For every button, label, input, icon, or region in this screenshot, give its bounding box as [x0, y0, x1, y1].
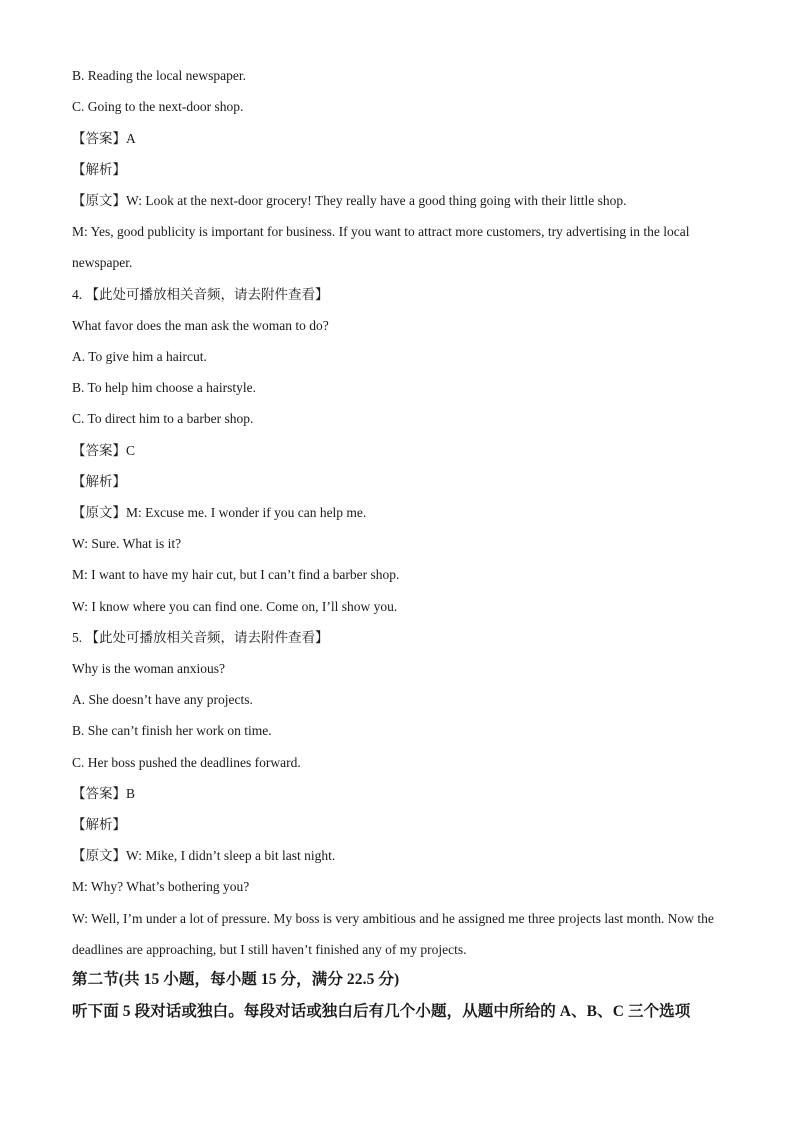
transcript-q4-line2: W: Sure. What is it? [72, 536, 182, 551]
transcript-q5-line1: 【原文】W: Mike, I didn’t sleep a bit last night. [72, 848, 336, 863]
analysis-label-q3: 【解析】 [72, 162, 126, 177]
option-a-q5: A. She doesn’t have any projects. [72, 692, 253, 707]
question-5-text: Why is the woman anxious? [72, 661, 225, 676]
option-b-q4: B. To help him choose a hairstyle. [72, 380, 257, 395]
transcript-q3-line2: M: Yes, good publicity is important for business. If you want to attract more customers, try advertising in the local newspaper. [72, 224, 690, 270]
transcript-q4-line3: M: I want to have my hair cut, but I can’t find a barber shop. [72, 567, 400, 582]
option-b-q5: B. She can’t finish her work on time. [72, 723, 272, 738]
question-4-audio-note: 4. 【此处可播放相关音频，请去附件查看】 [72, 287, 329, 302]
option-a-q4: A. To give him a haircut. [72, 349, 207, 364]
section-instructions: 听下面 5 段对话或独白。每段对话或独白后有几个小题，从题中所给的 A、B、C 三个选项 [72, 1003, 691, 1020]
question-4-text: What favor does the man ask the woman to do? [72, 318, 329, 333]
answer-q3: 【答案】A [72, 131, 136, 146]
option-b-q3: B. Reading the local newspaper. [72, 68, 246, 83]
question-5-audio-note: 5. 【此处可播放相关音频，请去附件查看】 [72, 630, 329, 645]
answer-q4: 【答案】C [72, 443, 136, 458]
transcript-q4-line4: W: I know where you can find one. Come on, I’ll show you. [72, 599, 398, 614]
transcript-q4-line1: 【原文】M: Excuse me. I wonder if you can help me. [72, 505, 367, 520]
analysis-label-q4: 【解析】 [72, 474, 126, 489]
option-c-q4: C. To direct him to a barber shop. [72, 411, 254, 426]
answer-q5: 【答案】B [72, 786, 136, 801]
analysis-label-q5: 【解析】 [72, 817, 126, 832]
option-c-q3: C. Going to the next-door shop. [72, 99, 244, 114]
transcript-q3-line1: 【原文】W: Look at the next-door grocery! They really have a good thing going with their little shop. [72, 193, 627, 208]
transcript-q5-line2: M: Why? What’s bothering you? [72, 879, 250, 894]
option-c-q5: C. Her boss pushed the deadlines forward. [72, 755, 301, 770]
transcript-q5-line3: W: Well, I’m under a lot of pressure. My boss is very ambitious and he assigned me three projects last month. Now the deadlines are approaching, but I still haven’t finished any of my projects. [72, 911, 714, 957]
section-heading: 第二节(共 15 小题，每小题 15 分，满分 22.5 分) [72, 971, 400, 988]
